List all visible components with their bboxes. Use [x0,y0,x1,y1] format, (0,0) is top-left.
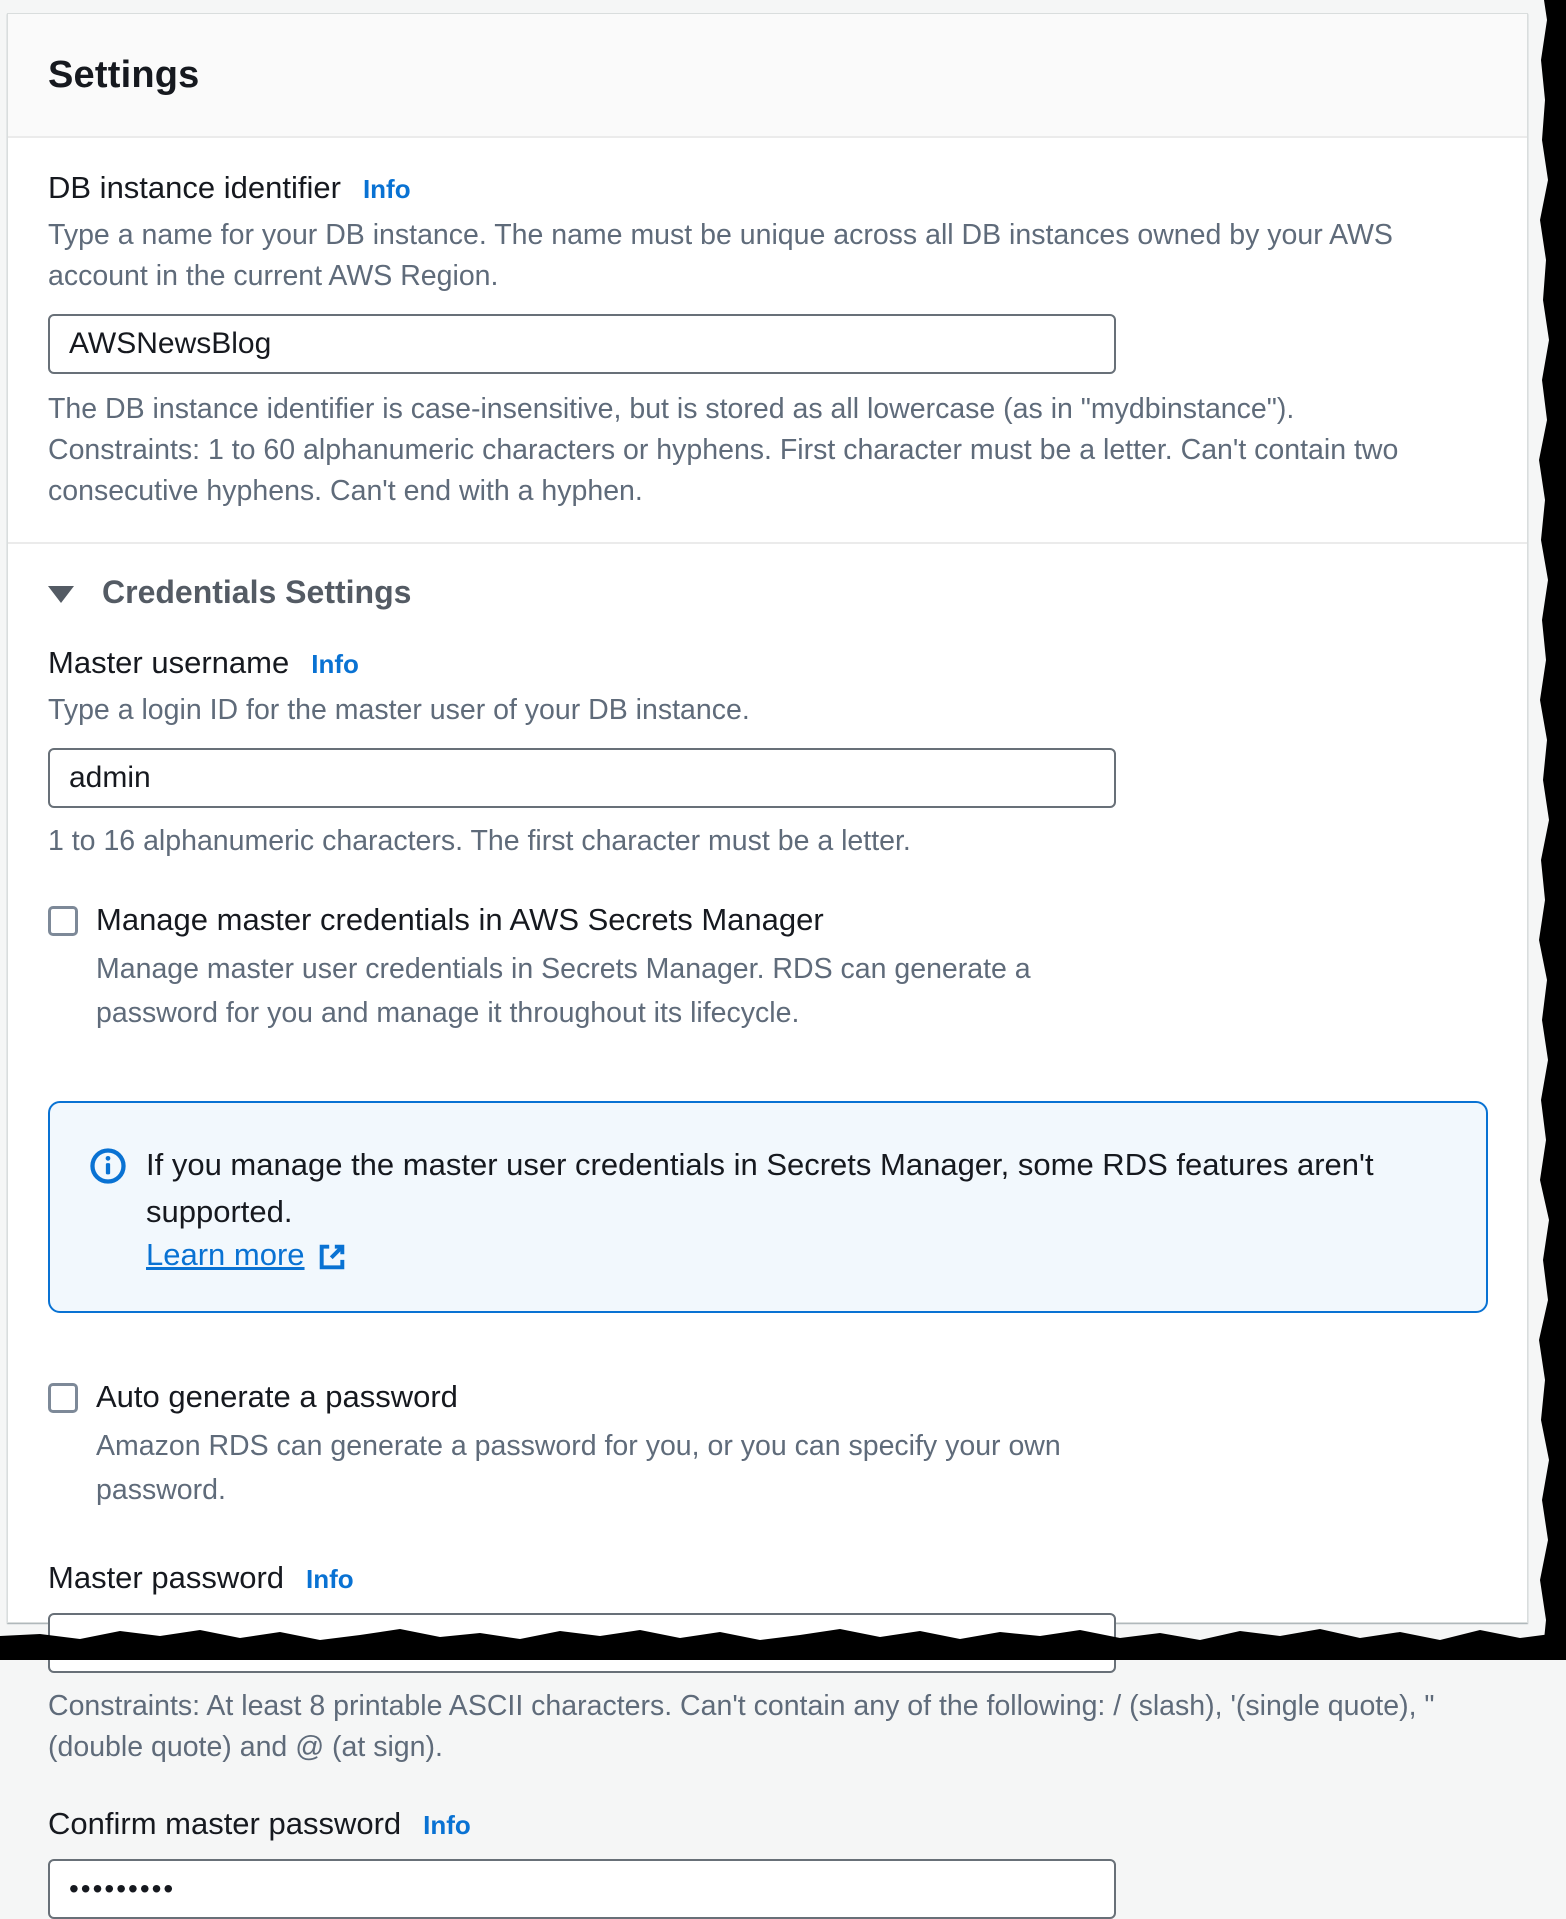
master-password-info-link[interactable]: Info [306,1564,354,1594]
master-password-field [48,1560,1487,1768]
db-identifier-field [48,170,1487,512]
auto-generate-group [48,1379,1487,1512]
confirm-password-info-link[interactable]: Info [423,1810,471,1840]
secrets-manager-info-alert [48,1101,1488,1313]
confirm-password-label-row [48,1806,1487,1842]
spacer [48,1313,1487,1379]
master-username-info-link[interactable]: Info [311,649,359,679]
master-password-label: Master password [48,1560,285,1595]
db-identifier-constraints: The DB instance identifier is case-insensitive, but is stored as all lowercase (as in "mydbinstance"). Constraints: 1 to 60 alphanumeric characters or hyphens. First character must be a letter. Can't contain two consecutive hyphens. Can't end with a hyphen. [48,393,1399,507]
master-password-label-row [48,1560,1487,1596]
torn-edge-right [1536,0,1566,1660]
secrets-manager-checkbox[interactable] [48,906,78,936]
auto-generate-checkbox[interactable] [48,1383,78,1413]
auto-generate-description: Amazon RDS can generate a password for you, or you can specify your own password. [96,1430,1061,1506]
confirm-password-input[interactable] [48,1859,1116,1919]
master-username-label: Master username [48,645,290,680]
master-password-constraints: Constraints: At least 8 printable ASCII characters. Can't contain any of the following: / (slash), '(single quote), "(double quote) and @ (at sign). [48,1690,1435,1763]
alert-message: If you manage the master user credentials in Secrets Manager, some RDS features aren't supported. [146,1147,1374,1229]
settings-panel [7,13,1528,1841]
info-circle-icon [90,1148,126,1184]
db-identifier-input[interactable] [48,314,1116,374]
db-identifier-info-link[interactable]: Info [362,174,411,204]
master-username-description: Type a login ID for the master user of your DB instance. [48,694,750,726]
external-link-icon [317,1242,347,1272]
caret-down-icon [48,586,74,603]
secrets-manager-description: Manage master user credentials in Secrets Manager. RDS can generate a password for you and manage it throughout its lifecycle. [96,953,1031,1029]
section-divider [8,542,1527,544]
db-identifier-label-row [48,170,1487,206]
master-username-input[interactable] [48,748,1116,808]
secrets-manager-checkbox-label: Manage master credentials in AWS Secrets Manager [96,902,824,937]
page-title: Settings [48,53,200,96]
auto-generate-checkbox-label: Auto generate a password [96,1379,458,1414]
panel-header [8,14,1527,138]
credentials-settings-toggle[interactable] [48,574,1487,611]
auto-generate-checkbox-row[interactable] [48,1379,1487,1415]
torn-edge-bottom [0,1626,1566,1660]
db-identifier-label: DB instance identifier [48,170,341,205]
db-identifier-description: Type a name for your DB instance. The name must be unique across all DB instances owned by your AWS account in the current AWS Region. [48,219,1393,292]
confirm-password-label: Confirm master password [48,1806,402,1841]
learn-more-link[interactable]: Learn more [146,1237,305,1272]
credentials-settings-title: Credentials Settings [102,574,412,610]
master-username-field [48,645,1487,862]
secrets-manager-checkbox-row[interactable] [48,902,1487,938]
master-username-constraints: 1 to 16 alphanumeric characters. The first character must be a letter. [48,825,911,857]
alert-link-row [146,1237,1446,1273]
master-username-label-row [48,645,1487,681]
secrets-manager-group [48,902,1487,1035]
confirm-password-field [48,1806,1487,1919]
alert-content [146,1141,1446,1273]
